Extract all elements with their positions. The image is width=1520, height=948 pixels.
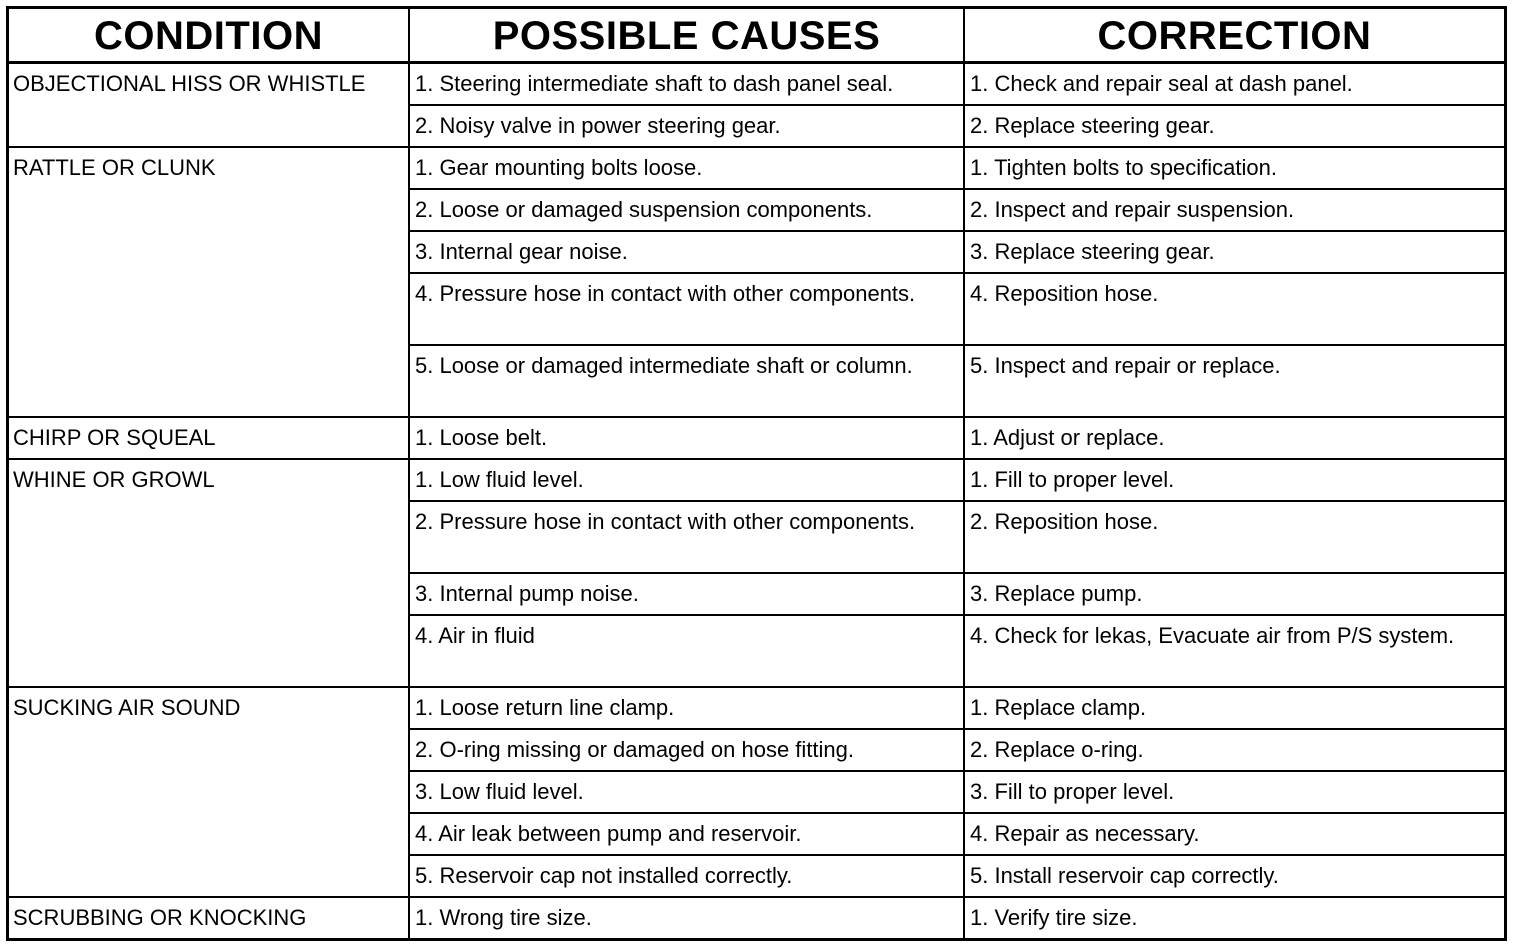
cause-cell: 2. O-ring missing or damaged on hose fitting.	[409, 729, 964, 771]
correction-cell: 4. Check for lekas, Evacuate air from P/S system.	[964, 615, 1504, 687]
cause-cell: 2. Pressure hose in contact with other components.	[409, 501, 964, 573]
correction-cell: 1. Fill to proper level.	[964, 459, 1504, 501]
correction-cell: 1. Check and repair seal at dash panel.	[964, 63, 1504, 106]
table-row	[9, 417, 1504, 459]
correction-cell: 2. Inspect and repair suspension.	[964, 189, 1504, 231]
correction-cell: 3. Replace steering gear.	[964, 231, 1504, 273]
cause-cell: 3. Internal pump noise.	[409, 573, 964, 615]
correction-cell: 2. Replace steering gear.	[964, 105, 1504, 147]
table-row	[9, 459, 1504, 501]
correction-cell: 5. Install reservoir cap correctly.	[964, 855, 1504, 897]
header-possible-causes: POSSIBLE CAUSES	[409, 9, 964, 63]
correction-cell: 1. Tighten bolts to specification.	[964, 147, 1504, 189]
table-row	[9, 687, 1504, 729]
correction-cell: 1. Verify tire size.	[964, 897, 1504, 939]
cause-cell: 4. Air in fluid	[409, 615, 964, 687]
correction-cell: 4. Repair as necessary.	[964, 813, 1504, 855]
cause-cell: 1. Gear mounting bolts loose.	[409, 147, 964, 189]
condition-cell: CHIRP OR SQUEAL	[9, 417, 409, 459]
table-row	[9, 897, 1504, 939]
cause-cell: 1. Loose belt.	[409, 417, 964, 459]
diagnosis-chart	[6, 6, 1507, 941]
condition-cell: SUCKING AIR SOUND	[9, 687, 409, 897]
correction-cell: 2. Reposition hose.	[964, 501, 1504, 573]
correction-cell: 1. Replace clamp.	[964, 687, 1504, 729]
correction-cell: 3. Replace pump.	[964, 573, 1504, 615]
header-correction: CORRECTION	[964, 9, 1504, 63]
cause-cell: 3. Internal gear noise.	[409, 231, 964, 273]
cause-cell: 5. Reservoir cap not installed correctly.	[409, 855, 964, 897]
table-body	[9, 63, 1504, 940]
cause-cell: 5. Loose or damaged intermediate shaft or column.	[409, 345, 964, 417]
diagnosis-table	[9, 9, 1504, 939]
condition-cell: RATTLE OR CLUNK	[9, 147, 409, 417]
header-condition: CONDITION	[9, 9, 409, 63]
correction-cell: 3. Fill to proper level.	[964, 771, 1504, 813]
condition-cell: SCRUBBING OR KNOCKING	[9, 897, 409, 939]
cause-cell: 3. Low fluid level.	[409, 771, 964, 813]
header-row	[9, 9, 1504, 63]
cause-cell: 1. Loose return line clamp.	[409, 687, 964, 729]
table-row	[9, 63, 1504, 106]
condition-cell: OBJECTIONAL HISS OR WHISTLE	[9, 63, 409, 148]
correction-cell: 4. Reposition hose.	[964, 273, 1504, 345]
table-row	[9, 147, 1504, 189]
correction-cell: 5. Inspect and repair or replace.	[964, 345, 1504, 417]
cause-cell: 4. Pressure hose in contact with other components.	[409, 273, 964, 345]
correction-cell: 1. Adjust or replace.	[964, 417, 1504, 459]
cause-cell: 2. Loose or damaged suspension components.	[409, 189, 964, 231]
cause-cell: 1. Low fluid level.	[409, 459, 964, 501]
cause-cell: 2. Noisy valve in power steering gear.	[409, 105, 964, 147]
condition-cell: WHINE OR GROWL	[9, 459, 409, 687]
cause-cell: 1. Steering intermediate shaft to dash panel seal.	[409, 63, 964, 106]
cause-cell: 1. Wrong tire size.	[409, 897, 964, 939]
cause-cell: 4. Air leak between pump and reservoir.	[409, 813, 964, 855]
correction-cell: 2. Replace o-ring.	[964, 729, 1504, 771]
